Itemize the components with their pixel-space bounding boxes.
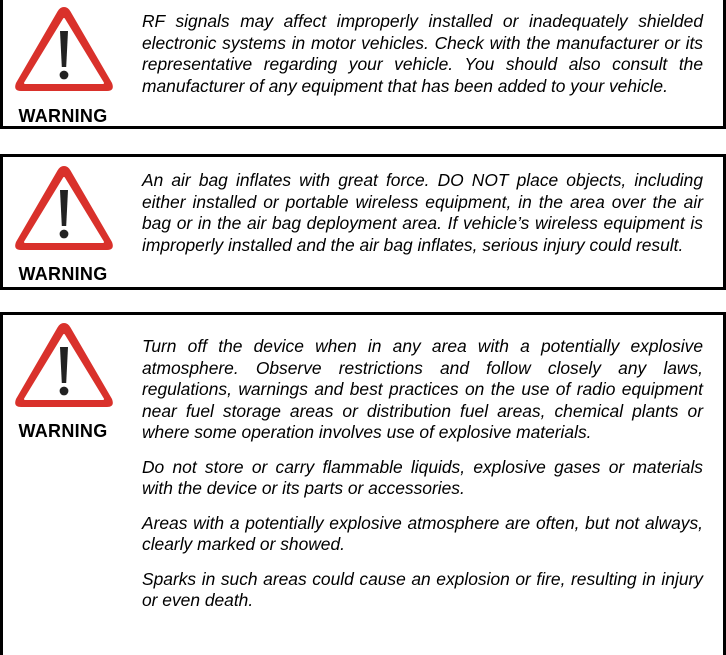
warning-paragraph: RF signals may affect improperly installed or inadequately shielded electronic systems in motor vehicles. Check with the manufacturer or its representative regarding your vehicle. You should also consult the manufacturer of any equipment that has been added to your vehicle. [142,11,703,96]
warning-label: WARNING [18,106,108,126]
warning-label: WARNING [18,421,108,441]
warning-triangle-icon [11,319,117,411]
warning-paragraph: Areas with a potentially explosive atmosphere are often, but not always, clearly marked or showed. [142,512,703,555]
warning-text [142,336,703,612]
warning-paragraph: Do not store or carry flammable liquids, explosive gases or materials with the device or its parts or accessories. [142,456,703,499]
warning-box-explosive-atmosphere [0,312,726,655]
warning-paragraph: Sparks in such areas could cause an explosion or fire, resulting in injury or even death. [142,568,703,611]
warning-paragraph: An air bag inflates with great force. DO NOT place objects, including either installed or portable wireless equipment, in the area over the air bag or in the air bag deployment area. If vehicle’s wireless equipment is improperly installed and the air bag inflates, serious injury could result. [142,170,703,255]
warning-label: WARNING [18,264,108,284]
warning-box-air-bag [0,154,726,290]
warning-triangle-icon [11,162,117,254]
warning-text [142,170,703,256]
warning-text [142,11,703,97]
warning-triangle-icon [11,3,117,95]
warning-paragraph: Turn off the device when in any area with a potentially explosive atmosphere. Observe restrictions and follow closely any laws, regulations, warnings and best practices on the use of radio equipment near fuel storage areas or distribution fuel areas, chemical plants or where some operation involves use of explosive materials. [142,336,703,443]
warning-box-rf-signals [0,0,726,129]
